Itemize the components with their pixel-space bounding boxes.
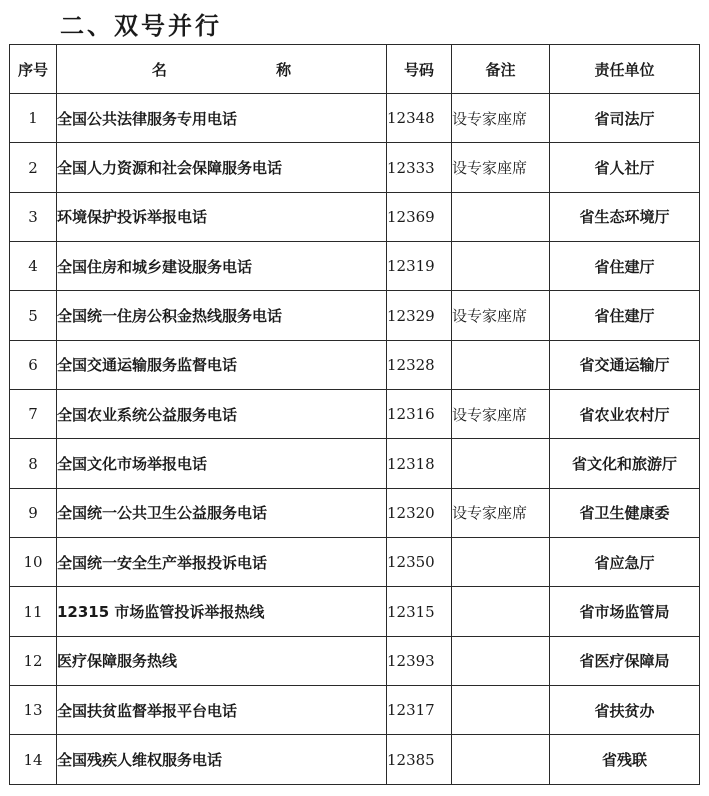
- table-row: [10, 192, 700, 241]
- row-unit: 省生态环境厅: [550, 192, 700, 241]
- row-name: 全国交通运输服务监督电话: [57, 340, 387, 389]
- row-unit: 省扶贫办: [550, 686, 700, 735]
- table-header: [10, 45, 700, 94]
- row-number: 12385: [387, 735, 452, 785]
- row-seq: 3: [10, 192, 57, 241]
- row-note: [452, 587, 550, 636]
- row-note: [452, 735, 550, 785]
- row-name: 全国残疾人维权服务电话: [57, 735, 387, 785]
- row-number: 12333: [387, 143, 452, 192]
- row-note: 设专家座席: [452, 291, 550, 340]
- row-name: 医疗保障服务热线: [57, 636, 387, 685]
- row-name: 全国统一公共卫生公益服务电话: [57, 488, 387, 537]
- row-unit: 省文化和旅游厅: [550, 439, 700, 488]
- row-name: 全国公共法律服务专用电话: [57, 94, 387, 143]
- row-seq: 12: [10, 636, 57, 685]
- row-number: 12317: [387, 686, 452, 735]
- row-seq: 10: [10, 538, 57, 587]
- row-name: 全国统一住房公积金热线服务电话: [57, 291, 387, 340]
- row-number: 12393: [387, 636, 452, 685]
- row-seq: 5: [10, 291, 57, 340]
- row-seq: 9: [10, 488, 57, 537]
- row-seq: 4: [10, 242, 57, 291]
- row-name: 环境保护投诉举报电话: [57, 192, 387, 241]
- row-number: 12320: [387, 488, 452, 537]
- row-unit: 省住建厅: [550, 242, 700, 291]
- row-seq: 11: [10, 587, 57, 636]
- row-name: 全国农业系统公益服务电话: [57, 390, 387, 439]
- header-row: [10, 45, 700, 94]
- row-seq: 13: [10, 686, 57, 735]
- row-number: 12369: [387, 192, 452, 241]
- row-note: 设专家座席: [452, 143, 550, 192]
- row-number: 12328: [387, 340, 452, 389]
- row-unit: 省农业农村厅: [550, 390, 700, 439]
- row-seq: 6: [10, 340, 57, 389]
- section-title: 二、双号并行: [60, 12, 222, 40]
- row-note: 设专家座席: [452, 94, 550, 143]
- table-row: [10, 488, 700, 537]
- row-seq: 1: [10, 94, 57, 143]
- header-number: 号码: [387, 45, 452, 94]
- row-name: 全国住房和城乡建设服务电话: [57, 242, 387, 291]
- row-name: 全国扶贫监督举报平台电话: [57, 686, 387, 735]
- table-row: [10, 340, 700, 389]
- row-seq: 14: [10, 735, 57, 785]
- table-row: [10, 390, 700, 439]
- row-note: [452, 242, 550, 291]
- table-row: [10, 735, 700, 785]
- row-number: 12329: [387, 291, 452, 340]
- row-note: [452, 636, 550, 685]
- row-note: [452, 686, 550, 735]
- row-note: 设专家座席: [452, 390, 550, 439]
- row-number: 12316: [387, 390, 452, 439]
- row-number: 12318: [387, 439, 452, 488]
- table-row: [10, 291, 700, 340]
- row-unit: 省交通运输厅: [550, 340, 700, 389]
- row-number: 12315: [387, 587, 452, 636]
- row-note: [452, 538, 550, 587]
- row-name: 12315 市场监管投诉举报热线: [57, 587, 387, 636]
- table-body: [10, 94, 700, 785]
- table-row: [10, 686, 700, 735]
- table-row: [10, 587, 700, 636]
- row-seq: 2: [10, 143, 57, 192]
- row-unit: 省应急厅: [550, 538, 700, 587]
- header-seq: 序号: [10, 45, 57, 94]
- header-name: [57, 45, 387, 94]
- table-row: [10, 94, 700, 143]
- row-name: 全国文化市场举报电话: [57, 439, 387, 488]
- row-unit: 省司法厅: [550, 94, 700, 143]
- row-note: [452, 192, 550, 241]
- table-row: [10, 143, 700, 192]
- row-number: 12350: [387, 538, 452, 587]
- row-seq: 8: [10, 439, 57, 488]
- header-name-label: 名 称: [151, 60, 344, 79]
- hotline-table: [9, 44, 700, 785]
- header-note: 备注: [452, 45, 550, 94]
- row-unit: 省住建厅: [550, 291, 700, 340]
- table-row: [10, 439, 700, 488]
- table-row: [10, 636, 700, 685]
- row-seq: 7: [10, 390, 57, 439]
- table-row: [10, 538, 700, 587]
- row-unit: 省人社厅: [550, 143, 700, 192]
- row-unit: 省医疗保障局: [550, 636, 700, 685]
- header-unit: 责任单位: [550, 45, 700, 94]
- row-note: [452, 439, 550, 488]
- row-note: 设专家座席: [452, 488, 550, 537]
- row-number: 12319: [387, 242, 452, 291]
- row-unit: 省卫生健康委: [550, 488, 700, 537]
- table-row: [10, 242, 700, 291]
- row-unit: 省残联: [550, 735, 700, 785]
- row-number: 12348: [387, 94, 452, 143]
- row-name: 全国人力资源和社会保障服务电话: [57, 143, 387, 192]
- row-note: [452, 340, 550, 389]
- row-unit: 省市场监管局: [550, 587, 700, 636]
- row-name: 全国统一安全生产举报投诉电话: [57, 538, 387, 587]
